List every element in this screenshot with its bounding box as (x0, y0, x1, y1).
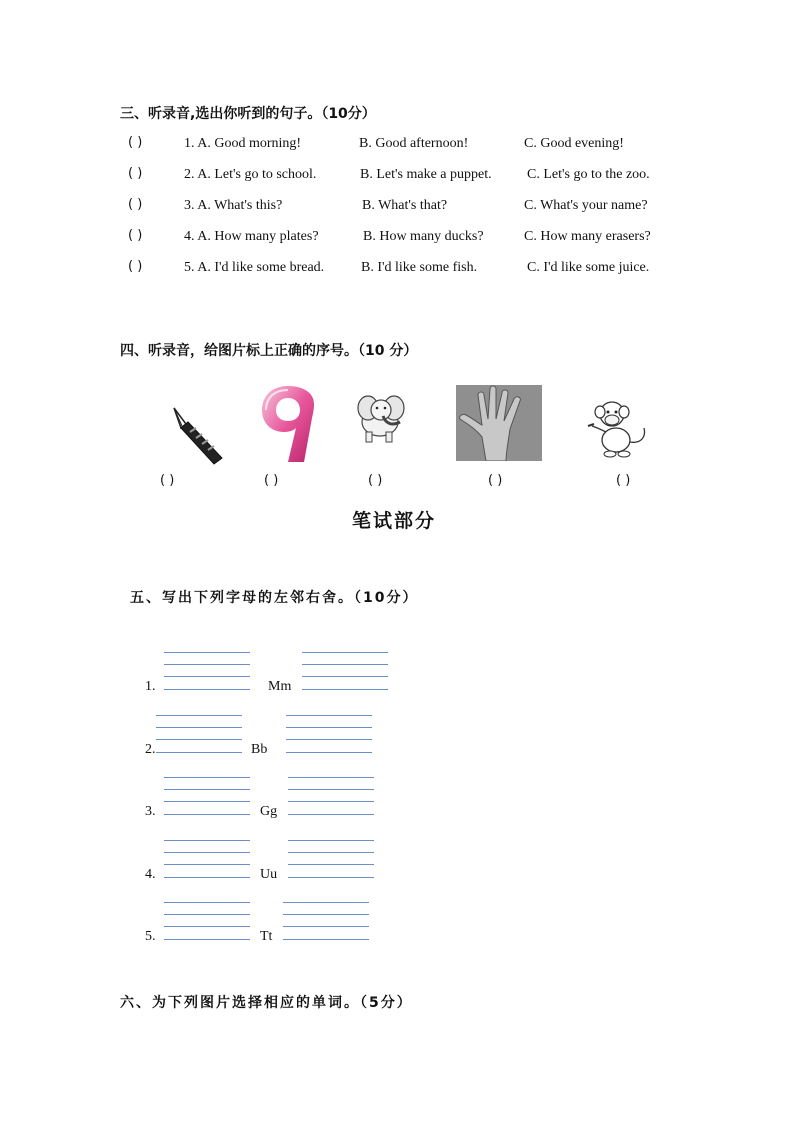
option-b: B. I'd like some fish. (361, 260, 478, 275)
letter-pair: Gg (260, 804, 278, 819)
option-a: 1. A. Good morning! (184, 136, 302, 151)
item-number: 1. (145, 679, 156, 694)
answer-blank[interactable]: ( ) (128, 228, 143, 243)
answer-blank[interactable]: ( ) (128, 197, 143, 212)
section3-heading: 三、听录音,选出你听到的句子。（10分） (120, 106, 376, 122)
option-c: C. Good evening! (524, 136, 624, 151)
answer-blank[interactable]: ( ) (128, 135, 143, 150)
elephant-icon (356, 390, 412, 448)
number-nine-icon (258, 384, 318, 466)
option-a: 2. A. Let's go to school. (184, 167, 317, 182)
section4-heading: 四、听录音，给图片标上正确的序号。（10 分） (120, 343, 418, 359)
pen-knife-icon (168, 404, 226, 468)
item-number: 4. (145, 867, 156, 882)
letter-pair: Uu (260, 867, 278, 882)
letter-pair: Mm (268, 679, 292, 694)
answer-blank[interactable]: ( ) (128, 166, 143, 181)
section5-heading: 五、写出下列字母的左邻右舍。（10分） (130, 590, 419, 606)
item-number: 2. (145, 742, 156, 757)
option-c: C. What's your name? (524, 198, 648, 213)
option-c: C. I'd like some juice. (527, 260, 650, 275)
picture-answer-blank[interactable]: ( ) (264, 473, 279, 488)
written-part-title: 笔试部分 (352, 510, 437, 532)
option-b: B. Good afternoon! (359, 136, 469, 151)
letter-pair: Bb (251, 742, 268, 757)
letter-pair: Tt (260, 929, 273, 944)
item-number: 5. (145, 929, 156, 944)
option-c: C. How many erasers? (524, 229, 651, 244)
picture-answer-blank[interactable]: ( ) (160, 473, 175, 488)
option-b: B. What's that? (362, 198, 448, 213)
item-number: 3. (145, 804, 156, 819)
picture-answer-blank[interactable]: ( ) (616, 473, 631, 488)
hand-icon (456, 385, 542, 461)
option-b: B. Let's make a puppet. (360, 167, 492, 182)
picture-answer-blank[interactable]: ( ) (488, 473, 503, 488)
section6-heading: 六、为下列图片选择相应的单词。（5分） (120, 995, 413, 1011)
picture-answer-blank[interactable]: ( ) (368, 473, 383, 488)
option-a: 3. A. What's this? (184, 198, 283, 213)
option-a: 5. A. I'd like some bread. (184, 260, 325, 275)
option-c: C. Let's go to the zoo. (527, 167, 650, 182)
option-a: 4. A. How many plates? (184, 229, 319, 244)
answer-blank[interactable]: ( ) (128, 259, 143, 274)
option-b: B. How many ducks? (363, 229, 484, 244)
monkey-icon (584, 396, 654, 458)
